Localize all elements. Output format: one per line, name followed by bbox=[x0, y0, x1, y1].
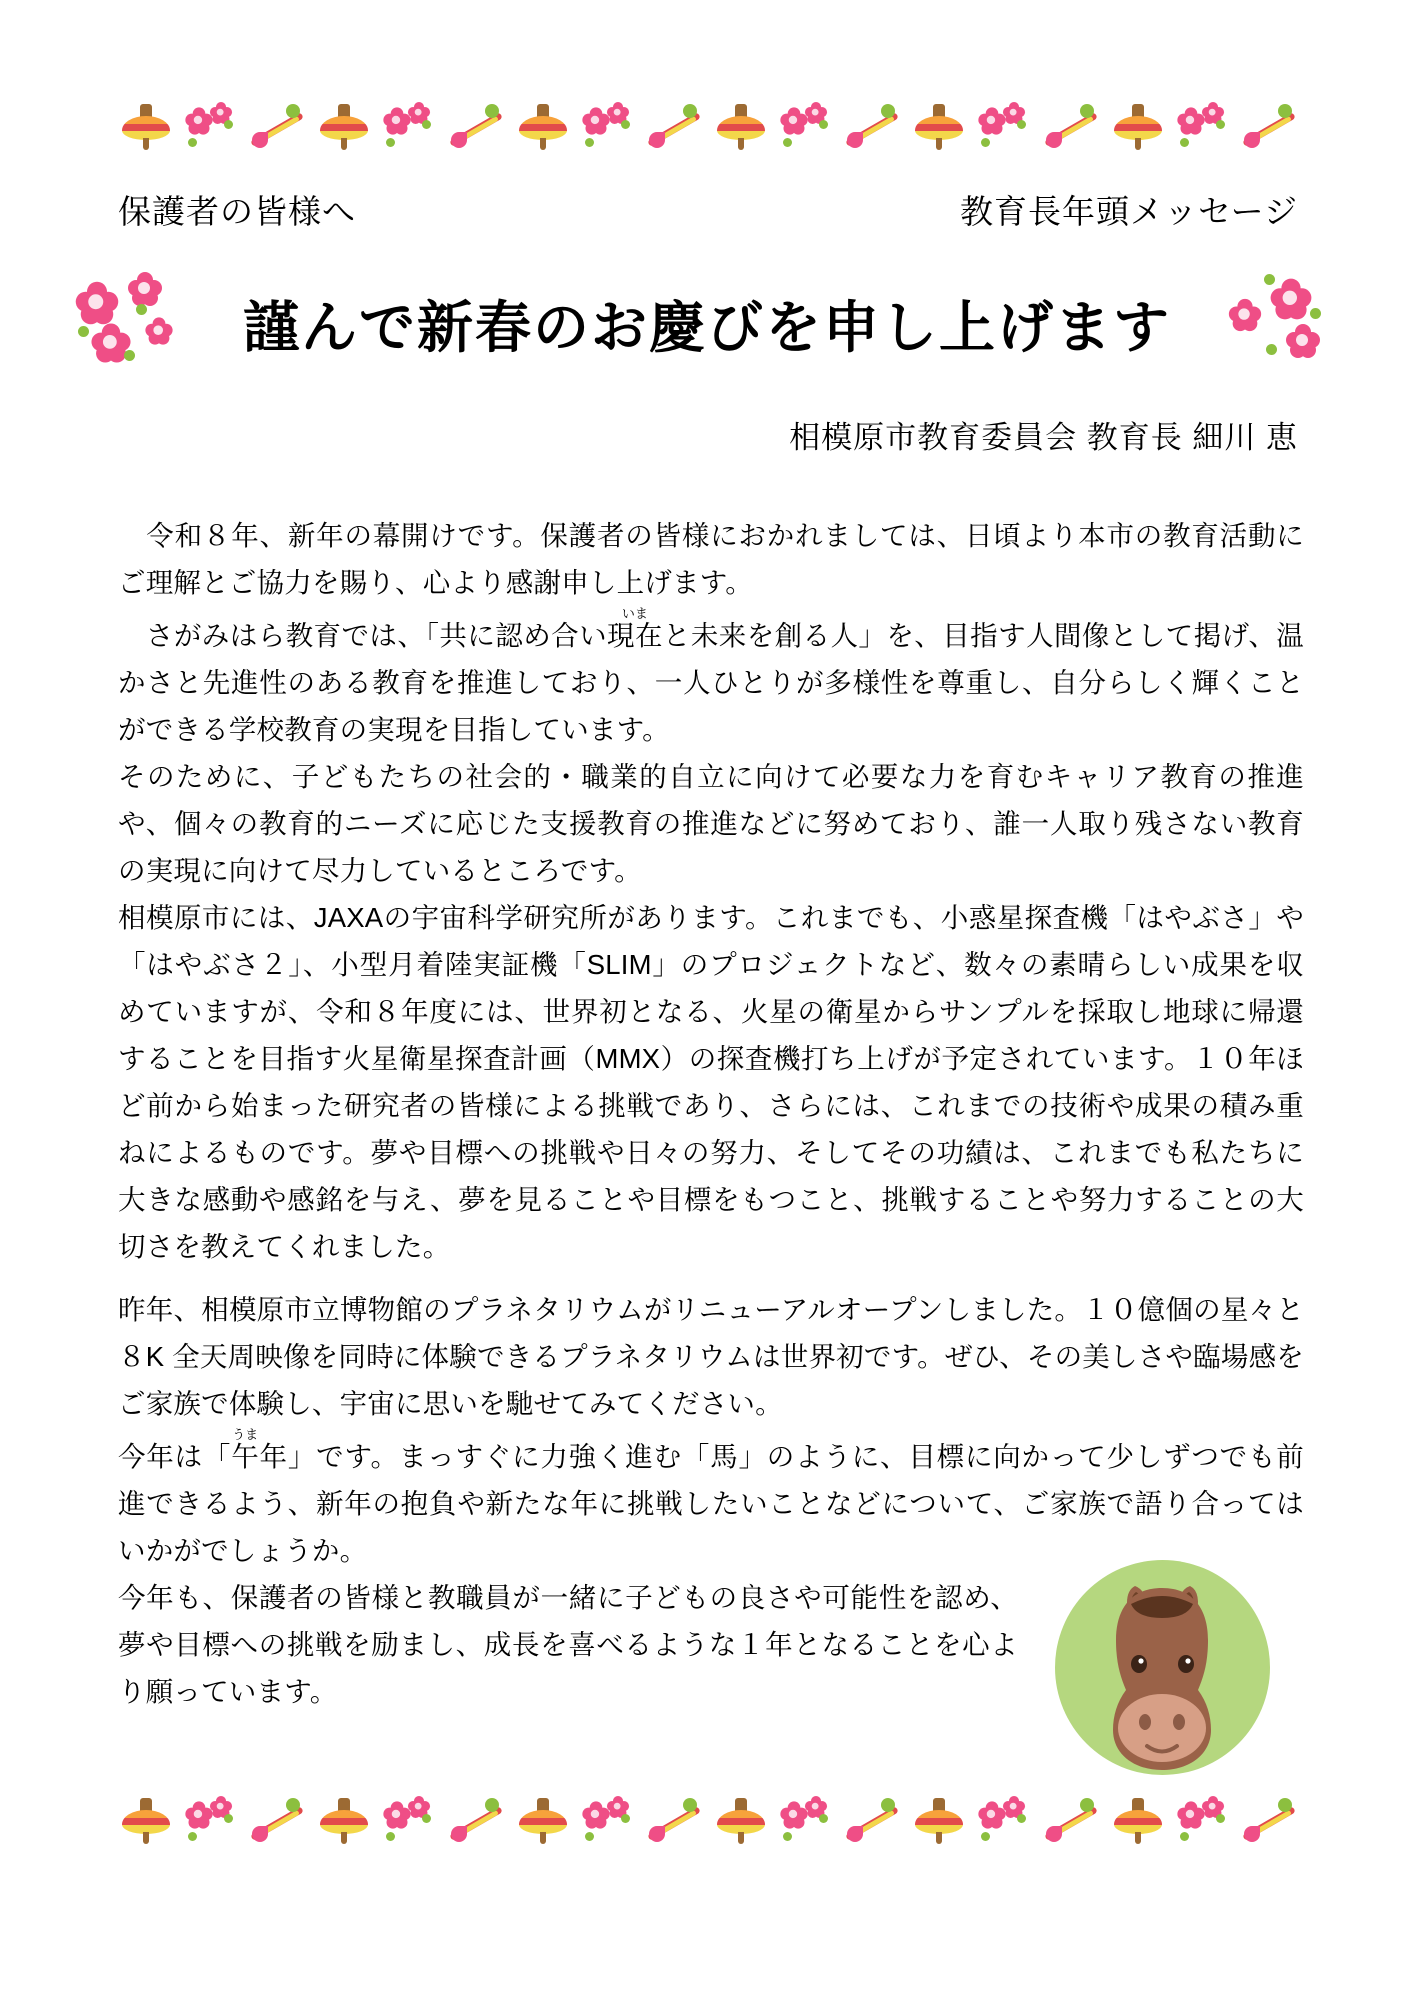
paragraph-3: そのために、子どもたちの社会的・職業的自立に向けて必要な力を育むキャリア教育の推進や、個々の教育的ニーズに応じた支援教育の推進などに努めており、誰一人取り残さない教育の実現に向けて尽力しているところです。 bbox=[118, 761, 1304, 886]
plum-blossom-cluster-left-icon bbox=[76, 268, 216, 380]
spinning-top-icon bbox=[118, 98, 174, 160]
plum-blossom-icon bbox=[1176, 98, 1232, 160]
title-band bbox=[60, 268, 1354, 380]
spinning-top-icon bbox=[713, 98, 769, 160]
plum-blossom-icon bbox=[184, 1792, 240, 1854]
plum-blossom-icon bbox=[581, 1792, 637, 1854]
plum-blossom-icon bbox=[382, 98, 438, 160]
paragraph-2: さがみはら教育では、「共に認め合い現在いまと未来を創る人」を、目指す人間像として掲げ、温かさと先進性のある教育を推進しており、一人ひとりが多様性を尊重し、自分らしく輝くことができる学校教育の実現を目指しています。 bbox=[118, 606, 1305, 745]
plum-blossom-icon bbox=[977, 98, 1033, 160]
spinning-top-icon bbox=[1110, 1792, 1166, 1854]
horse-illustration bbox=[1055, 1560, 1270, 1775]
plum-blossom-icon bbox=[977, 1792, 1033, 1854]
plum-blossom-icon bbox=[581, 98, 637, 160]
ruby-uma: 午うま bbox=[231, 1427, 260, 1472]
byline: 相模原市教育委員会 教育長 細川 恵 bbox=[789, 420, 1298, 455]
spinning-top-icon bbox=[316, 98, 372, 160]
spinning-top-icon bbox=[515, 1792, 571, 1854]
bottom-decorative-border bbox=[118, 1790, 1298, 1856]
battledore-icon bbox=[250, 98, 306, 160]
paragraph-6: 今年は「午うま年」です。まっすぐに力強く進む「馬」のように、目標に向かって少しずつでも前進できるよう、新年の抱負や新たな年に挑戦したいことなどについて、ご家族で語り合ってはいかがでしょうか。 bbox=[118, 1427, 1304, 1566]
battledore-icon bbox=[845, 98, 901, 160]
battledore-icon bbox=[647, 1792, 703, 1854]
horse-face-icon bbox=[1055, 1560, 1270, 1775]
spinning-top-icon bbox=[316, 1792, 372, 1854]
battledore-icon bbox=[647, 98, 703, 160]
plum-blossom-cluster-right-icon bbox=[1204, 268, 1344, 380]
spinning-top-icon bbox=[515, 98, 571, 160]
page-title: 謹んで新春のお慶びを申し上げます bbox=[243, 296, 1171, 359]
battledore-icon bbox=[1242, 98, 1298, 160]
document-kind-label: 教育長年頭メッセージ bbox=[959, 193, 1298, 230]
spinning-top-icon bbox=[713, 1792, 769, 1854]
ruby-ima: 現在いま bbox=[607, 606, 663, 651]
battledore-icon bbox=[1044, 1792, 1100, 1854]
plum-blossom-icon bbox=[779, 98, 835, 160]
paragraph-1: 令和８年、新年の幕開けです。保護者の皆様におかれましては、日頃より本市の教育活動にご理解とご協力を賜り、心より感謝申し上げます。 bbox=[118, 520, 1304, 598]
paragraph-7: 今年も、保護者の皆様と教職員が一緒に子どもの良さや可能性を認め、夢や目標への挑戦を励まし、成長を喜べるような１年となることを心より願っています。 bbox=[118, 1582, 1018, 1707]
spinning-top-icon bbox=[911, 98, 967, 160]
paragraph-4: 相模原市には、JAXAの宇宙科学研究所があります。これまでも、小惑星探査機「はやぶさ」や「はやぶさ２」、小型月着陸実証機「SLIM」のプロジェクトなど、数々の素晴らしい成果を収めていますが、令和８年度には、世界初となる、火星の衛星からサンプルを採取し地球に帰還することを目指す火星衛星探査計画（MMX）の探査機打ち上げが予定されています。１０年ほど前から始まった研究者の皆様による挑戦であり、さらには、これまでの技術や成果の積み重ねによるものです。夢や目標への挑戦や日々の努力、そしてその功績は、これまでも私たちに大きな感動や感銘を与え、夢を見ることや目標をもつこと、挑戦することや努力することの大切さを教えてくれました。 bbox=[118, 902, 1304, 1262]
spinning-top-icon bbox=[911, 1792, 967, 1854]
addressee-label: 保護者の皆様へ bbox=[118, 193, 356, 230]
spinning-top-icon bbox=[118, 1792, 174, 1854]
battledore-icon bbox=[1044, 98, 1100, 160]
battledore-icon bbox=[449, 1792, 505, 1854]
battledore-icon bbox=[250, 1792, 306, 1854]
battledore-icon bbox=[1242, 1792, 1298, 1854]
battledore-icon bbox=[449, 98, 505, 160]
paragraph-5: 昨年、相模原市立博物館のプラネタリウムがリニューアルオープンしました。１０億個の星々と８K 全天周映像を同時に体験できるプラネタリウムは世界初です。ぜひ、その美しさや臨場感をご家族で体験し、宇宙に思いを馳せてみてください。 bbox=[118, 1294, 1304, 1419]
plum-blossom-icon bbox=[1176, 1792, 1232, 1854]
plum-blossom-icon bbox=[779, 1792, 835, 1854]
body-text bbox=[118, 512, 1304, 1715]
header-row bbox=[118, 186, 1298, 233]
spinning-top-icon bbox=[1110, 98, 1166, 160]
top-decorative-border bbox=[118, 96, 1298, 162]
battledore-icon bbox=[845, 1792, 901, 1854]
plum-blossom-icon bbox=[382, 1792, 438, 1854]
plum-blossom-icon bbox=[184, 98, 240, 160]
